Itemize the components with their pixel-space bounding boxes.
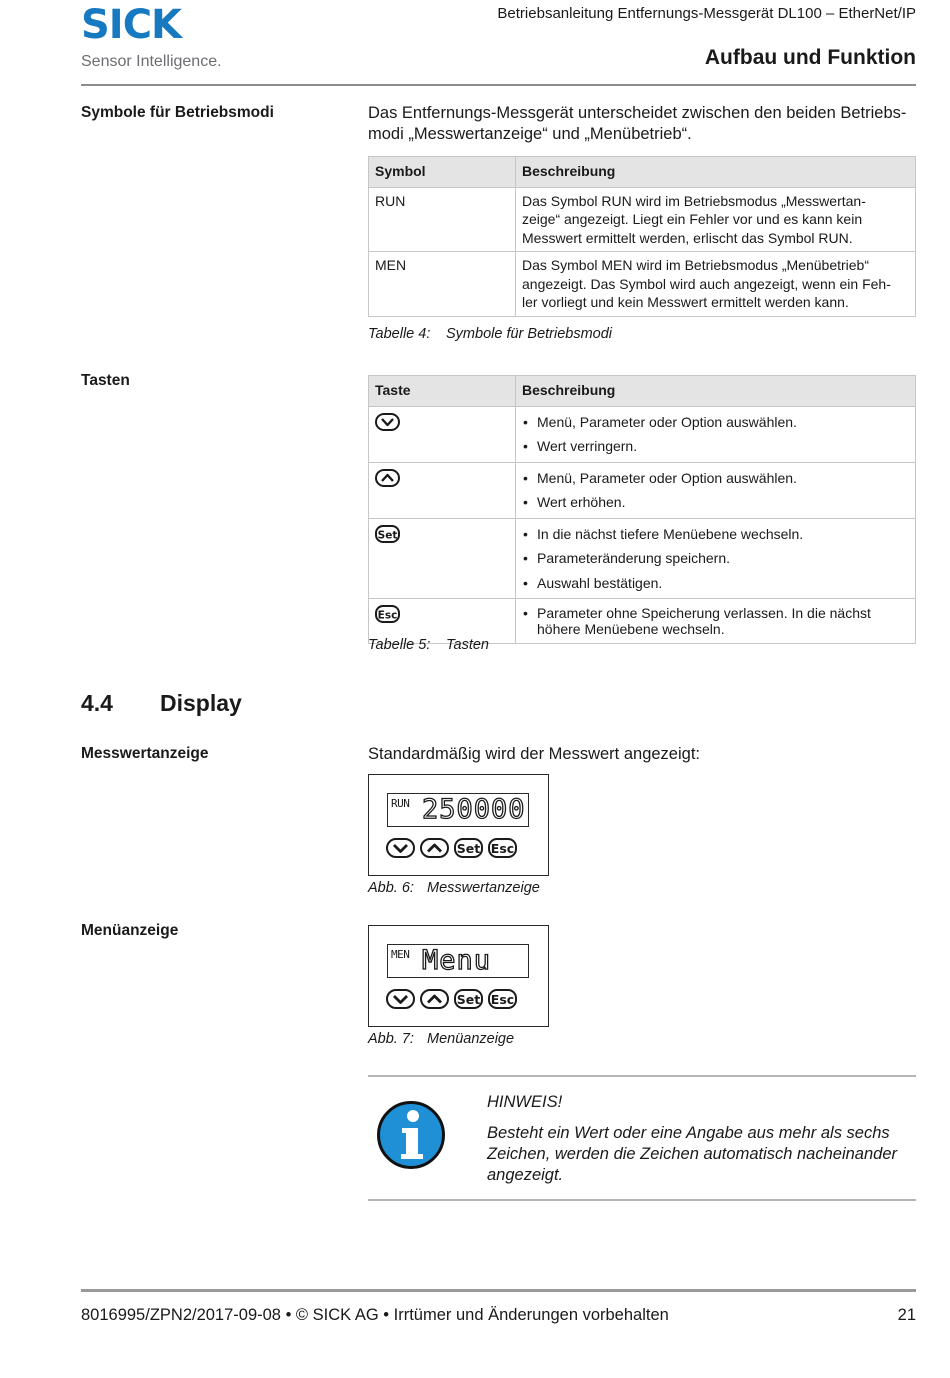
lcd-screen (387, 944, 529, 978)
column-header-symbol: Symbol (369, 157, 516, 188)
description-line: Messwert ermittelt werden, erlischt das Symbol RUN. (522, 229, 853, 246)
description-line: Das Symbol MEN wird im Betriebsmodus „Menübetrieb“ (522, 257, 869, 273)
table-row (369, 252, 916, 317)
description-cell (516, 252, 916, 317)
symbol-cell: RUN (369, 187, 516, 252)
table-row (369, 187, 916, 252)
caption-number: Tabelle 4: (368, 326, 431, 342)
description-line: Das Symbol RUN wird im Betriebsmodus „Messwertan- (522, 192, 866, 209)
list-item: • Parameteränderung speichern. (522, 549, 909, 568)
note-top-divider (368, 1075, 916, 1077)
table-caption-modes (368, 326, 612, 342)
key-set-icon (375, 525, 400, 543)
list-item: • Auswahl bestätigen. (522, 574, 909, 593)
lcd-value: 250000 (422, 794, 526, 825)
description-line: zeige“ angezeigt. Liegt ein Fehler vor und es kann kein (522, 211, 863, 227)
note-text: Besteht ein Wert oder eine Angabe aus mehr als sechs Zeichen, werden die Zeichen automatisch nacheinander angezeigt. (487, 1124, 898, 1184)
caption-text: Symbole für Betriebsmodi (446, 326, 613, 342)
svg-text:Set: Set (456, 841, 481, 856)
key-down-icon (386, 838, 415, 858)
key-esc-icon (488, 989, 517, 1009)
side-label-measure: Messwertanzeige (81, 745, 209, 762)
keys-table (368, 375, 916, 644)
svg-text:Esc: Esc (490, 992, 515, 1007)
caption-number: Tabelle 5: (368, 637, 431, 653)
caption-number: Abb. 7: (368, 1031, 414, 1047)
caption-number: Abb. 6: (368, 880, 414, 896)
key-up-icon (375, 469, 400, 487)
key-cell (369, 462, 516, 518)
device-keypad (386, 838, 522, 858)
table-row (369, 406, 916, 462)
document-title: Betriebsanleitung Entfernungs-Messgerät DL100 – EtherNet/IP (497, 5, 916, 22)
section-title: Display (160, 690, 242, 716)
caption-text: Messwertanzeige (427, 880, 540, 896)
caption-text: Menüanzeige (427, 1031, 515, 1047)
description-line: ler vorliegt und kein Messwert ermittelt werden kann. (522, 294, 849, 310)
side-label-modes: Symbole für Betriebsmodi (81, 104, 274, 121)
logo-wordmark: SICK (81, 2, 182, 48)
modes-intro (368, 103, 916, 145)
note-title: HINWEIS! (487, 1093, 563, 1111)
modes-table (368, 156, 916, 317)
table-caption-keys (368, 637, 489, 653)
description-cell (516, 462, 916, 518)
column-header-key: Taste (369, 376, 516, 407)
key-down-icon (386, 989, 415, 1009)
key-esc-icon (375, 605, 400, 623)
svg-text:Esc: Esc (490, 841, 515, 856)
key-set-icon (454, 838, 483, 858)
note-bottom-divider (368, 1199, 916, 1201)
caption-text: Tasten (446, 637, 489, 653)
key-cell (369, 518, 516, 599)
key-up-icon (420, 989, 449, 1009)
svg-text:Set: Set (377, 529, 398, 541)
description-cell (516, 518, 916, 599)
side-label-menu: Menüanzeige (81, 922, 179, 939)
list-item: • Wert verringern. (522, 437, 909, 456)
description-cell (516, 406, 916, 462)
modes-intro-line: Das Entfernungs-Messgerät unterscheidet zwischen den beiden Betriebs- (368, 104, 907, 122)
key-cell (369, 406, 516, 462)
list-item: • Wert erhöhen. (522, 493, 909, 512)
key-set-icon (454, 989, 483, 1009)
mode-label: MEN (391, 948, 410, 961)
list-item: • Menü, Parameter oder Option auswählen. (522, 469, 909, 488)
list-item: • In die nächst tiefere Menüebene wechseln. (522, 525, 909, 544)
figure-caption-menu (368, 1031, 514, 1047)
key-down-icon (375, 413, 400, 431)
footer-text: 8016995/ZPN2/2017-09-08 • © SICK AG • Irrtümer und Änderungen vorbehalten (81, 1306, 669, 1324)
table-row (369, 518, 916, 599)
description-cell (516, 187, 916, 252)
table-header-row (369, 376, 916, 407)
info-icon (376, 1100, 446, 1170)
key-esc-icon (488, 838, 517, 858)
lcd-value: Menu (422, 945, 492, 976)
display-illustration-measure (368, 774, 549, 876)
logo-tagline: Sensor Intelligence. (81, 53, 222, 70)
symbol-cell: MEN (369, 252, 516, 317)
table-header-row (369, 157, 916, 188)
page-number: 21 (897, 1306, 916, 1324)
svg-text:Set: Set (456, 992, 481, 1007)
display-illustration-menu (368, 925, 549, 1027)
chapter-title: Aufbau und Funktion (704, 46, 916, 69)
figure-caption-measure (368, 880, 540, 896)
column-header-description: Beschreibung (516, 376, 916, 407)
footer-divider (81, 1289, 916, 1292)
lcd-screen (387, 793, 529, 827)
device-keypad (386, 989, 522, 1009)
column-header-description: Beschreibung (516, 157, 916, 188)
side-label-keys: Tasten (81, 372, 130, 389)
modes-intro-line: modi „Messwertanzeige“ und „Menübetrieb“. (368, 125, 692, 143)
company-logo (81, 4, 241, 72)
measure-intro: Standardmäßig wird der Messwert angezeigt: (368, 745, 700, 763)
section-number: 4.4 (81, 690, 113, 716)
key-up-icon (420, 838, 449, 858)
table-row (369, 462, 916, 518)
svg-text:Esc: Esc (377, 609, 398, 622)
mode-label: RUN (391, 797, 410, 810)
description-line: angezeigt. Das Symbol wird auch angezeigt, wenn ein Feh- (522, 275, 891, 292)
list-item: • Parameter ohne Speicherung verlassen. In die nächst höhere Menüebene wechseln. (522, 605, 909, 637)
header-divider (81, 84, 916, 86)
list-item: • Menü, Parameter oder Option auswählen. (522, 413, 909, 432)
description-cell (516, 599, 916, 644)
